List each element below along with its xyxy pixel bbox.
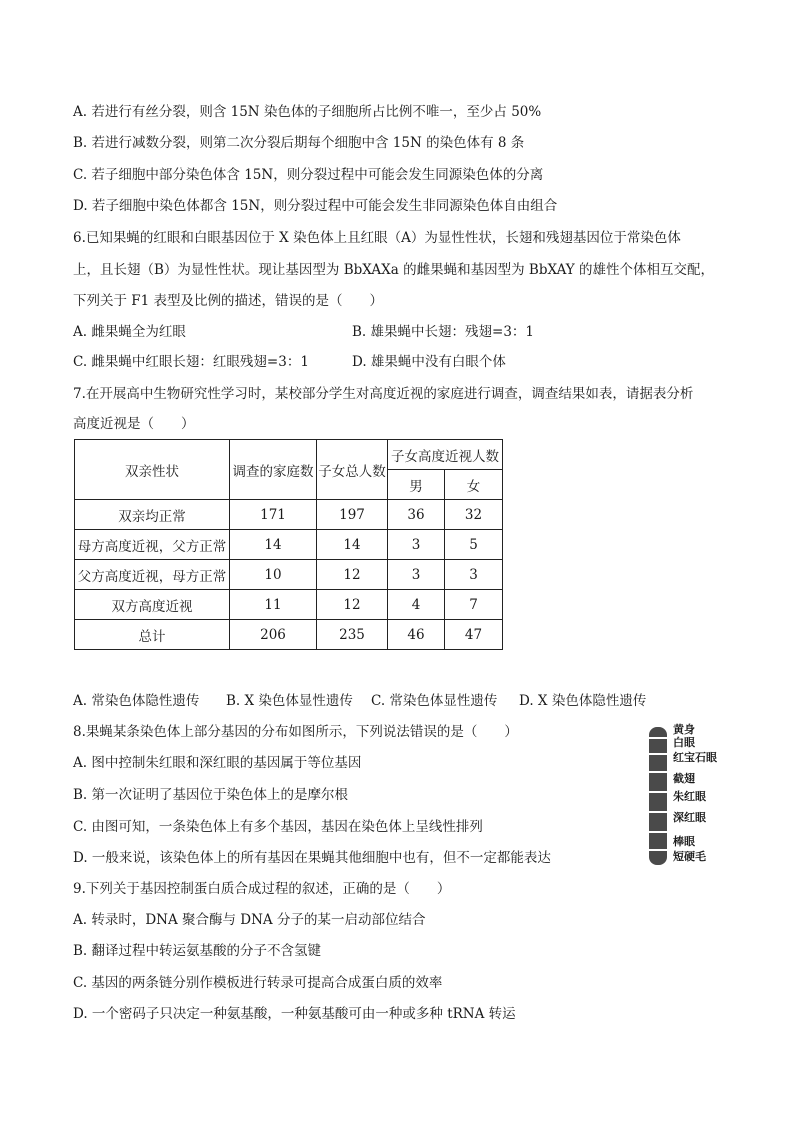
chromosome-band	[649, 791, 667, 793]
q9-option-a: A. 转录时，DNA 聚合酶与 DNA 分子的某一启动部位结合	[73, 912, 426, 928]
q8-option-c: C. 由图可知，一条染色体上有多个基因，基因在染色体上呈线性排列	[73, 819, 483, 835]
q7-stem-line2: 高度近视是（ ）	[73, 416, 195, 432]
table-row	[75, 590, 503, 620]
table-cell: 12	[317, 590, 388, 620]
table-cell: 171	[230, 500, 317, 530]
q7-stem-line1: 7.在开展高中生物研究性学习时，某校部分学生对高度近视的家庭进行调查，调查结果如表，请据表分析	[73, 386, 694, 402]
q9-option-c: C. 基因的两条链分别作模板进行转录可提高合成蛋白质的效率	[73, 975, 443, 991]
table-header-parent-trait: 双亲性状	[75, 440, 230, 500]
table-cell: 5	[445, 530, 503, 560]
table-cell: 3	[388, 560, 445, 590]
table-header-myopia-children: 子女高度近视人数	[388, 440, 503, 470]
q7-option-d: D. X 染色体隐性遗传	[519, 693, 647, 709]
q7-option-b: B. X 染色体显性遗传	[226, 693, 353, 709]
chromosome-band	[649, 771, 667, 773]
table-cell: 197	[317, 500, 388, 530]
table-cell: 12	[317, 560, 388, 590]
q6-option-b: B. 雄果蝇中长翅：残翅=3：1	[352, 324, 534, 340]
q5-option-d: D. 若子细胞中染色体都含 15N，则分裂过程中可能会发生非同源染色体自由组合	[73, 198, 558, 214]
table-row	[75, 560, 503, 590]
table-cell: 4	[388, 590, 445, 620]
chromosome-band	[649, 831, 667, 833]
q7-option-c: C. 常染色体显性遗传	[371, 693, 498, 709]
table-header-male: 男	[388, 470, 445, 500]
chromosome-band	[649, 737, 667, 739]
chromosome-band	[649, 811, 667, 813]
table-cell: 47	[445, 620, 503, 650]
chromosome-band	[649, 753, 667, 755]
gene-label-bar-eye: 棒眼	[673, 835, 695, 848]
gene-label-short-bristle: 短硬毛	[673, 850, 706, 863]
gene-label-white-eye: 白眼	[673, 736, 695, 749]
q6-stem-line1: 6.已知果蝇的红眼和白眼基因位于 X 染色体上且红眼（A）为显性性状，长翅和残翅基因位于常染色体	[73, 230, 681, 246]
q6-option-c: C. 雌果蝇中红眼长翅：红眼残翅=3：1	[73, 354, 309, 370]
q8-stem: 8.果蝇某条染色体上部分基因的分布如图所示，下列说法错误的是（ ）	[73, 724, 518, 740]
table-row	[75, 500, 503, 530]
table-cell: 14	[317, 530, 388, 560]
table-cell: 7	[445, 590, 503, 620]
q6-stem-line2: 上，且长翅（B）为显性性状。现让基因型为 BbXAXa 的雌果蝇和基因型为 BbXAY 的雄性个体相互交配，	[73, 262, 714, 278]
chromosome-band	[649, 849, 667, 851]
table-cell: 总计	[75, 620, 230, 650]
gene-label-ruby-eye: 红宝石眼	[673, 751, 717, 764]
chromosome-diagram	[649, 727, 667, 865]
table-header-family-count: 调查的家庭数	[230, 440, 317, 500]
q5-option-c: C. 若子细胞中部分染色体含 15N，则分裂过程中可能会发生同源染色体的分离	[73, 167, 544, 183]
gene-label-yellow-body: 黄身	[673, 723, 695, 736]
table-cell: 32	[445, 500, 503, 530]
table-cell: 双亲均正常	[75, 500, 230, 530]
table-cell: 14	[230, 530, 317, 560]
q6-stem-line3: 下列关于 F1 表型及比例的描述，错误的是（ ）	[73, 293, 384, 309]
q6-option-a: A. 雌果蝇全为红眼	[73, 324, 186, 340]
q9-stem: 9.下列关于基因控制蛋白质合成过程的叙述，正确的是（ ）	[73, 881, 451, 897]
q6-option-d: D. 雄果蝇中没有白眼个体	[352, 354, 506, 370]
gene-label-vermilion-eye: 朱红眼	[673, 790, 706, 803]
table-cell: 10	[230, 560, 317, 590]
table-cell: 3	[388, 530, 445, 560]
table-cell: 11	[230, 590, 317, 620]
q7-option-a: A. 常染色体隐性遗传	[73, 693, 200, 709]
survey-table	[74, 439, 503, 650]
q8-option-d: D. 一般来说，该染色体上的所有基因在果蝇其他细胞中也有，但不一定都能表达	[73, 850, 551, 866]
q8-option-a: A. 图中控制朱红眼和深红眼的基因属于等位基因	[73, 755, 362, 771]
table-header-female: 女	[445, 470, 503, 500]
table-header-children-total: 子女总人数	[317, 440, 388, 500]
table-cell: 36	[388, 500, 445, 530]
q8-option-b: B. 第一次证明了基因位于染色体上的是摩尔根	[73, 787, 349, 803]
table-cell: 206	[230, 620, 317, 650]
table-cell: 母方高度近视，父方正常	[75, 530, 230, 560]
q9-option-b: B. 翻译过程中转运氨基酸的分子不含氢键	[73, 943, 322, 959]
table-row	[75, 620, 503, 650]
gene-label-cut-wing: 截翅	[673, 772, 695, 785]
table-row	[75, 530, 503, 560]
q5-option-b: B. 若进行减数分裂，则第二次分裂后期每个细胞中含 15N 的染色体有 8 条	[73, 135, 525, 151]
gene-label-dark-red-eye: 深红眼	[673, 811, 706, 824]
q9-option-d: D. 一个密码子只决定一种氨基酸，一种氨基酸可由一种或多种 tRNA 转运	[73, 1006, 516, 1022]
q5-option-a: A. 若进行有丝分裂，则含 15N 染色体的子细胞所占比例不唯一，至少占 50%	[73, 104, 542, 120]
table-cell: 235	[317, 620, 388, 650]
table-cell: 3	[445, 560, 503, 590]
table-cell: 双方高度近视	[75, 590, 230, 620]
table-cell: 父方高度近视，母方正常	[75, 560, 230, 590]
table-cell: 46	[388, 620, 445, 650]
